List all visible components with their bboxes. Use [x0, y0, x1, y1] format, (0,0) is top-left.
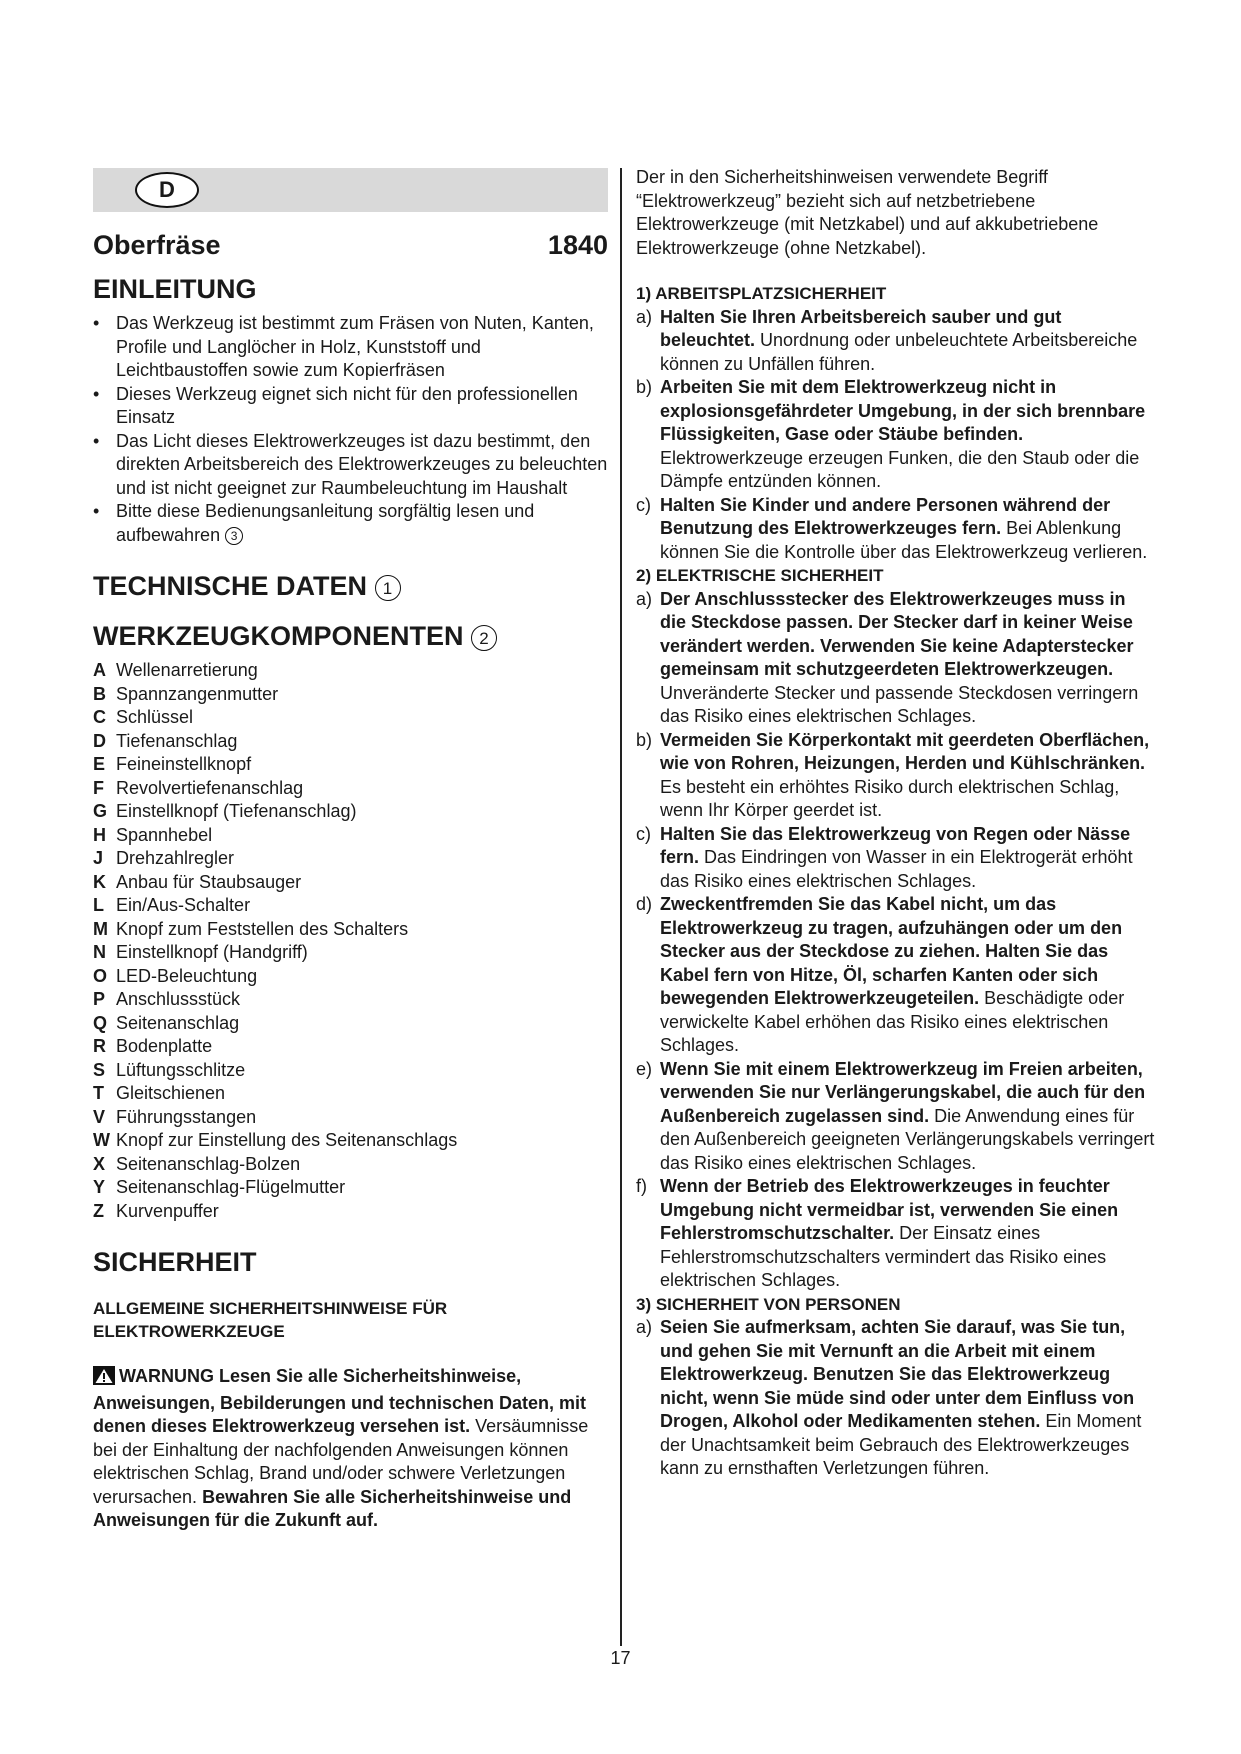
right-column: [636, 166, 1156, 1481]
item-text: Der Einsatz eines Fehlerstromschutzschalters vermindert das Risiko eines elektrischen Schlages.: [660, 1223, 1107, 1290]
component-letter: L: [93, 895, 104, 915]
safety-instruction: [636, 494, 1156, 565]
component-name: Bodenplatte: [116, 1036, 213, 1056]
item-bold-text: Zweckentfremden Sie das Kabel nicht, um das Elektrowerkzeug zu tragen, aufzuhängen oder um den Stecker aus der Steckdose zu ziehen. Halten Sie das Kabel fern von Hitze, Öl, scharfen Kanten oder sich bewegenden Elektrowerkzeugeteilen.: [660, 894, 1123, 1008]
component-name: Seitenanschlag-Bolzen: [116, 1153, 301, 1174]
component-name: Seitenanschlag-Flügelmutter: [116, 1177, 346, 1197]
safety-heading: SICHERHEIT: [93, 1247, 257, 1277]
item-bold-text: Seien Sie aufmerksam, achten Sie darauf, was Sie tun, und gehen Sie mit Vernunft an die Arbeit mit einem Elektrowerkzeug. Benutzen Sie das Elektrowerkzeug nicht, wenn Sie müde sind oder unter dem Einfluss von Drogen, Alkohol oder Medikamenten stehen.: [660, 1317, 1135, 1431]
component-name: LED-Beleuchtung: [116, 965, 258, 986]
component-item: [93, 824, 608, 848]
item-text: Unordnung oder unbeleuchtete Arbeitsbereiche können zu Unfällen führen.: [660, 330, 1138, 374]
component-letter: M: [93, 918, 108, 939]
component-name: Anschlussstück: [116, 989, 241, 1009]
component-letter: X: [93, 1153, 106, 1174]
component-letter: D: [93, 730, 106, 751]
item-label: e): [636, 1058, 653, 1079]
list-item: • Das Werkzeug ist bestimmt zum Fräsen von Nuten, Kanten, Profile und Langlöcher in Holz, Kunststoff und Leichtbaustoffen sowie zum Kopierfräsen: [93, 313, 594, 380]
component-letter: W: [93, 1130, 110, 1150]
safety-instruction: [636, 1058, 1156, 1176]
column-divider: [620, 168, 622, 1646]
item-label: b): [636, 377, 653, 397]
item-text: Elektrowerkzeuge erzeugen Funken, die den Staub oder die Dämpfe entzünden können.: [660, 447, 1140, 491]
item-bold-text: Der Anschlussstecker des Elektrowerkzeuges muss in die Steckdose passen. Der Stecker darf in keiner Weise verändert werden. Verwenden Sie keine Adapterstecker gemeinsam mit schutzgeerdeten Elektrowerkzeugen.: [660, 588, 1134, 679]
item-text: Bei Ablenkung können Sie die Kontrolle über das Elektrowerkzeug verlieren.: [660, 518, 1148, 562]
component-item: [93, 988, 608, 1012]
figure-ref-badge: 2: [471, 625, 497, 651]
component-item: [93, 894, 608, 918]
component-item: [93, 871, 608, 895]
page-number: 17: [610, 1648, 631, 1668]
component-item: [93, 753, 608, 777]
intro-heading: EINLEITUNG: [93, 274, 257, 304]
item-bold-text: Wenn der Betrieb des Elektrowerkzeuges in feuchter Umgebung nicht vermeidbar ist, verwenden Sie einen Fehlerstromschutzschalter.: [660, 1176, 1119, 1243]
model-number: 1840: [547, 230, 608, 260]
component-name: Führungsstangen: [116, 1106, 257, 1127]
component-item: [93, 941, 608, 965]
component-letter: P: [93, 989, 106, 1009]
component-name: Wellenarretierung: [116, 660, 258, 680]
component-name: Ein/Aus-Schalter: [116, 895, 251, 915]
list-item: • Bitte diese Bedienungsanleitung sorgfältig lesen und aufbewahren 3: [93, 501, 535, 545]
component-name: Gleitschienen: [116, 1083, 226, 1103]
component-name: Anbau für Staubsauger: [116, 871, 302, 892]
component-letter: A: [93, 660, 106, 680]
item-text: Die Anwendung eines für den Außenbereich geeigneten Verlängerungskabels verringert das Risiko eines elektrischen Schlages.: [660, 1105, 1155, 1173]
component-name: Revolvertiefenanschlag: [116, 777, 304, 798]
component-item: [93, 800, 608, 824]
component-name: Knopf zum Feststellen des Schalters: [116, 918, 409, 939]
item-label: f): [636, 1176, 647, 1196]
safety-instruction: [636, 376, 1156, 494]
component-item: [93, 1012, 608, 1036]
component-name: Schlüssel: [116, 707, 194, 727]
safety-instruction: [636, 823, 1156, 894]
component-letter: H: [93, 824, 106, 845]
figure-ref-badge: 1: [375, 575, 401, 601]
item-label: c): [636, 494, 651, 515]
item-label: a): [636, 588, 653, 609]
left-column: [93, 168, 608, 1533]
safety-instruction: [636, 729, 1156, 823]
item-text: Beschädigte oder verwickelte Kabel erhöhen das Risiko eines elektrischen Schlages.: [660, 988, 1125, 1055]
component-letter: Z: [93, 1200, 104, 1221]
item-text: Das Eindringen von Wasser in ein Elektrogerät erhöht das Risiko eines elektrischen Schlages.: [660, 847, 1133, 891]
list-item: • Dieses Werkzeug eignet sich nicht für den professionellen Einsatz: [93, 383, 578, 427]
safety-instruction: [636, 306, 1156, 377]
safety-sections: [636, 282, 1156, 1481]
component-item: [93, 1035, 608, 1059]
component-name: Einstellknopf (Handgriff): [116, 942, 308, 962]
tech-data-heading: TECHNISCHE DATEN 1: [93, 569, 608, 603]
component-letter: C: [93, 707, 106, 727]
component-item: [93, 683, 608, 707]
component-item: [93, 1176, 608, 1200]
component-item: [93, 1059, 608, 1083]
language-badge: D: [135, 172, 199, 208]
component-name: Seitenanschlag: [116, 1012, 240, 1033]
item-bold-text: Halten Sie Kinder und andere Personen während der Benutzung des Elektrowerkzeuges fern.: [660, 494, 1111, 538]
item-label: a): [636, 306, 653, 327]
item-bold-text: Vermeiden Sie Körperkontakt mit geerdeten Oberflächen, wie von Rohren, Heizungen, Herden und Kühlschränken.: [660, 729, 1150, 773]
component-letter: N: [93, 942, 106, 962]
item-bold-text: Arbeiten Sie mit dem Elektrowerkzeug nicht in explosionsgefährdeter Umgebung, in der sich brennbare Flüssigkeiten, Gase oder Stäube befinden.: [660, 377, 1146, 444]
item-label: c): [636, 823, 651, 844]
components-list: [93, 659, 608, 1223]
item-text: Es besteht ein erhöhtes Risiko durch elektrischen Schlag, wenn Ihr Körper geerdet ist.: [660, 776, 1120, 820]
component-item: [93, 730, 608, 754]
component-name: Spannzangenmutter: [116, 683, 279, 704]
component-item: [93, 1129, 608, 1153]
component-name: Tiefenanschlag: [116, 730, 238, 751]
component-name: Spannhebel: [116, 824, 213, 845]
component-letter: O: [93, 965, 108, 986]
component-item: [93, 847, 608, 871]
component-name: Drehzahlregler: [116, 848, 235, 868]
section-heading: 2) ELEKTRISCHE SICHERHEIT: [636, 566, 884, 585]
component-letter: E: [93, 754, 106, 774]
warning-triangle-icon: [93, 1366, 115, 1392]
safety-subheading: ALLGEMEINE SICHERHEITSHINWEISE FÜR ELEKTROWERKZEUGE: [93, 1299, 448, 1341]
component-item: [93, 918, 608, 942]
component-name: Kurvenpuffer: [116, 1200, 219, 1221]
component-letter: S: [93, 1059, 106, 1080]
component-letter: T: [93, 1083, 104, 1103]
section-heading: 3) SICHERHEIT VON PERSONEN: [636, 1294, 901, 1314]
safety-instruction: [636, 588, 1156, 729]
component-letter: B: [93, 683, 106, 704]
intro-bullet-list: [93, 312, 608, 547]
component-letter: G: [93, 801, 108, 821]
product-name: Oberfräse: [93, 230, 221, 260]
component-letter: J: [93, 848, 104, 868]
item-bold-text: Wenn Sie mit einem Elektrowerkzeug im Freien arbeiten, verwenden Sie nur Verlängerungskabel, die auch für den Außenbereich zugelassen sind.: [660, 1058, 1146, 1126]
list-item: • Das Licht dieses Elektrowerkzeuges ist dazu bestimmt, den direkten Arbeitsbereich des Elektrowerkzeuges zu beleuchten und ist nicht geeignet zur Raumbeleuchtung im Haushalt: [93, 430, 608, 498]
safety-instruction: [636, 893, 1156, 1058]
component-name: Knopf zur Einstellung des Seitenanschlags: [116, 1130, 458, 1150]
safety-intro-paragraph: Der in den Sicherheitshinweisen verwendete Begriff “Elektrowerkzeug” bezieht sich auf netzbetriebene Elektrowerkzeuge (mit Netzkabel) und auf akkubetriebene Elektrowerkzeuge (ohne Netzkabel).: [636, 167, 1099, 258]
component-item: [93, 706, 608, 730]
item-bold-text: Halten Sie Ihren Arbeitsbereich sauber und gut beleuchtet.: [660, 306, 1062, 350]
component-item: [93, 777, 608, 801]
component-name: Einstellknopf (Tiefenanschlag): [116, 801, 357, 821]
component-name: Feineinstellknopf: [116, 754, 252, 774]
safety-instruction: [636, 1316, 1156, 1481]
figure-ref-badge: 3: [225, 527, 243, 545]
item-text: Unveränderte Stecker und passende Steckdosen verringern das Risiko eines elektrischen Schlages.: [660, 682, 1139, 726]
section-heading: 1) ARBEITSPLATZSICHERHEIT: [636, 284, 887, 303]
component-item: [93, 1106, 608, 1130]
component-letter: R: [93, 1036, 106, 1056]
item-label: d): [636, 894, 653, 914]
item-text: Ein Moment der Unachtsamkeit beim Gebrauch des Elektrowerkzeuges kann zu ernsthaften Verletzungen führen.: [660, 1411, 1142, 1478]
component-letter: K: [93, 871, 106, 892]
item-label: a): [636, 1317, 653, 1337]
item-label: b): [636, 729, 653, 750]
component-item: [93, 1082, 608, 1106]
component-item: [93, 965, 608, 989]
component-letter: Q: [93, 1012, 108, 1033]
component-item: [93, 1200, 608, 1224]
safety-instruction: [636, 1175, 1156, 1293]
item-bold-text: Halten Sie das Elektrowerkzeug von Regen oder Nässe fern.: [660, 823, 1131, 867]
component-letter: V: [93, 1106, 106, 1127]
component-letter: Y: [93, 1177, 106, 1197]
warning-paragraph: WARNUNG Lesen Sie alle Sicherheitshinweise, Anweisungen, Bebilderungen und technischen Daten, mit denen dieses Elektrowerkzeug versehen ist. Versäumnisse bei der Einhaltung der nachfolgenden Anweisungen können elektrischen Schlag, Brand und/oder schwere Verletzungen verursachen. Bewahren Sie alle Sicherheitshinweise und Anweisungen für die Zukunft auf.: [93, 1366, 589, 1530]
components-heading: WERKZEUGKOMPONENTEN 2: [93, 619, 608, 653]
component-item: [93, 659, 608, 683]
component-letter: F: [93, 777, 104, 798]
product-title-row: [93, 228, 608, 262]
component-name: Lüftungsschlitze: [116, 1059, 246, 1080]
component-item: [93, 1153, 608, 1177]
language-band: [93, 168, 608, 212]
